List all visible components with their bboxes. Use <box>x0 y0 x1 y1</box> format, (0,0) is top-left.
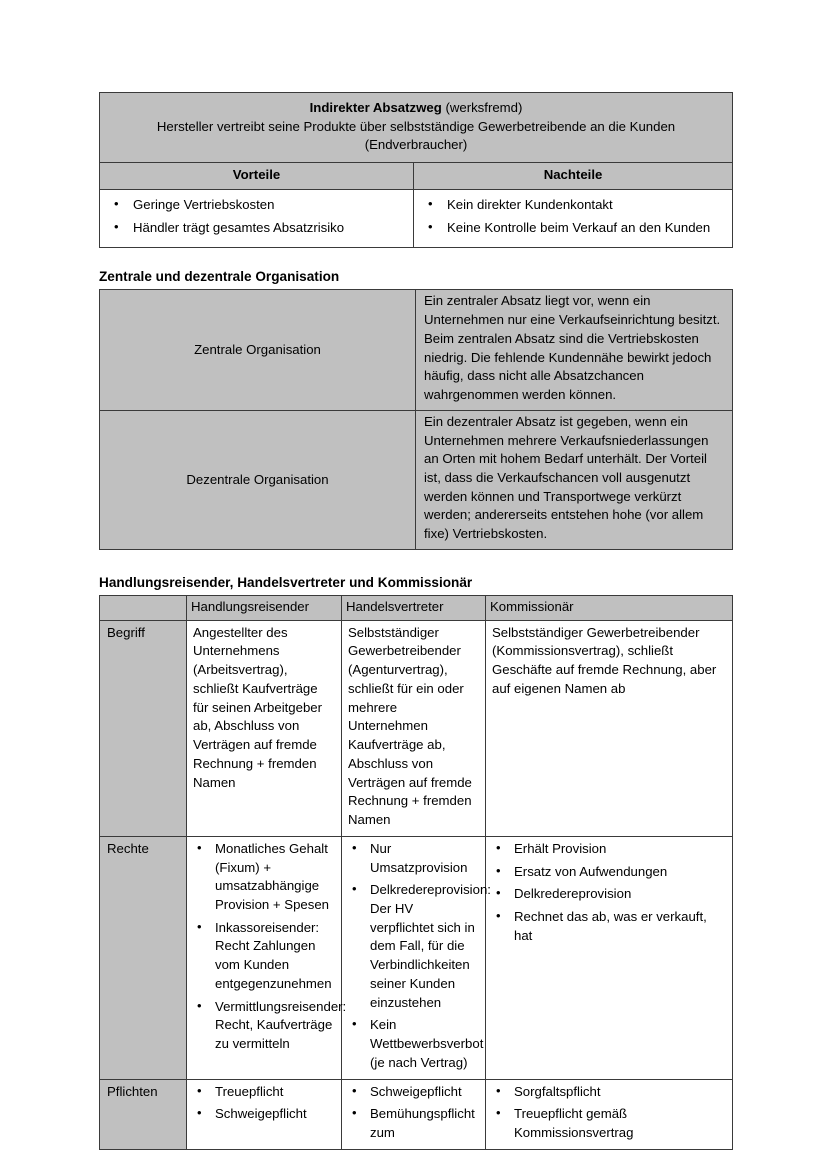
list-item: • Schweigepflicht <box>193 1105 335 1124</box>
table-organisation <box>99 289 733 550</box>
cell-rechte-handlungsreisender <box>187 836 347 1079</box>
table-row <box>100 620 733 836</box>
table-title-bold: Indirekter Absatzweg <box>309 100 442 115</box>
column-header-handelsvertreter: Handelsvertreter <box>342 595 486 620</box>
cell-vorteile <box>100 189 414 247</box>
cell-text-zentrale-organisation <box>416 290 733 410</box>
cell-rechte-handelsvertreter <box>342 836 491 1079</box>
cell-nachteile <box>414 189 733 247</box>
paragraph: Selbstständiger Gewerbetreibender (Agenturvertrag), schließt für ein oder mehrere Unternehmen Kaufverträge ab, Abschluss von Verträgen auf fremde Rechnung + fremden Namen <box>348 624 472 828</box>
list-item: • Vermittlungsreisender: Recht, Kaufverträge zu vermitteln <box>193 998 335 1054</box>
column-header-handlungsreisender: Handlungsreisender <box>187 595 342 620</box>
list-item: • Delkredereprovision <box>492 885 726 904</box>
cell-text-dezentrale-organisation <box>416 410 733 549</box>
list-item: • Schweigepflicht <box>348 1083 479 1102</box>
cell-pflichten-handlungsreisender <box>187 1079 342 1149</box>
list-item: • Keine Kontrolle beim Verkauf an den Kunden <box>422 219 724 238</box>
cell-rechte-kommissionaer <box>486 836 733 1079</box>
paragraph: Angestellter des Unternehmens (Arbeitsvertrag), schließt Kaufverträge für seinen Arbeitgeber ab, Abschluss von Verträgen auf fremde Rechnung + fremden Namen <box>193 624 323 790</box>
list-nachteile <box>422 196 724 237</box>
table-vertriebsformen <box>99 595 733 1150</box>
spacer <box>99 248 732 269</box>
cell-begriff-kommissionaer <box>486 620 733 836</box>
list-pflichten-handelsvertreter <box>348 1083 479 1143</box>
cell-begriff-handlungsreisender <box>187 620 342 836</box>
list-item: • Nur Umsatzprovision <box>348 840 479 877</box>
table-subtitle: Hersteller vertreibt seine Produkte über selbstständige Gewerbetreibende an die Kunden (Endverbraucher) <box>156 118 676 153</box>
cell-pflichten-handelsvertreter <box>342 1079 486 1149</box>
cell-begriff-handelsvertreter <box>342 620 486 836</box>
table-row <box>100 189 733 247</box>
row-label-pflichten: Pflichten <box>100 1079 187 1149</box>
table-row <box>100 1079 733 1149</box>
table-indirekter-absatzweg <box>99 92 733 248</box>
list-item: • Bemühungspflicht zum <box>348 1105 479 1142</box>
list-item: • Delkredereprovision: Der HV verpflichtet sich in dem Fall, für die Verbindlichkeiten seiner Kunden einzustehen <box>348 881 479 1012</box>
list-item: • Erhält Provision <box>492 840 726 859</box>
list-item: • Treuepflicht gemäß Kommissionsvertrag <box>492 1105 726 1142</box>
table-row <box>100 93 733 163</box>
paragraph: Ein zentraler Absatz liegt vor, wenn ein Unternehmen nur eine Verkaufseinrichtung besitzt. Beim zentralen Absatz sind die Vertriebskosten niedrig. Die fehlende Kundennähe bewirkt jedoch häufig, dass nicht alle Absatzchancen wahrgenommen werden können. <box>424 293 721 403</box>
row-label-rechte: Rechte <box>100 836 187 1079</box>
column-header-vorteile: Vorteile <box>100 163 414 190</box>
table-title-cell <box>100 93 733 163</box>
cell-pflichten-kommissionaer <box>486 1079 733 1149</box>
column-header-blank <box>100 595 187 620</box>
list-item: • Inkassoreisender: Recht Zahlungen vom Kunden entgegenzunehmen <box>193 919 335 994</box>
list-item: • Sorgfaltspflicht <box>492 1083 726 1102</box>
list-item: • Rechnet das ab, was er verkauft, hat <box>492 908 726 945</box>
paragraph: Selbstständiger Gewerbetreibender (Kommissionsvertrag), schließt Geschäfte auf fremde Rechnung, aber auf eigenen Namen ab <box>492 624 717 696</box>
heading-zentrale-dezentrale-organisation: Zentrale und dezentrale Organisation <box>99 269 340 285</box>
list-item: • Kein Wettbewerbsverbot (je nach Vertrag) <box>348 1016 479 1072</box>
cell-label-dezentrale-organisation: Dezentrale Organisation <box>100 410 416 549</box>
list-item: • Kein direkter Kundenkontakt <box>422 196 724 215</box>
table-row <box>100 163 733 190</box>
table-row <box>100 290 733 410</box>
cell-label-zentrale-organisation: Zentrale Organisation <box>100 290 416 410</box>
list-pflichten-handlungsreisender <box>193 1083 335 1124</box>
column-header-nachteile: Nachteile <box>414 163 733 190</box>
list-item: • Monatliches Gehalt (Fixum) + umsatzabhängige Provision + Spesen <box>193 840 335 915</box>
list-rechte-handlungsreisender <box>193 840 347 1054</box>
list-pflichten-kommissionaer <box>492 1083 726 1143</box>
list-item: • Ersatz von Aufwendungen <box>492 863 726 882</box>
list-item: • Händler trägt gesamtes Absatzrisiko <box>108 219 405 238</box>
table-header-row <box>100 595 733 620</box>
list-vorteile <box>108 196 405 237</box>
heading-handlungsreisender-handelsvertreter-kommissionaer: Handlungsreisender, Handelsvertreter und Kommissionär <box>99 574 473 590</box>
table-title-line <box>110 99 722 118</box>
list-item: • Treuepflicht <box>193 1083 335 1102</box>
column-header-kommissionaer: Kommissionär <box>486 595 733 620</box>
list-rechte-kommissionaer <box>492 840 726 946</box>
table-title-rest: (werksfremd) <box>441 100 523 115</box>
table-row <box>100 410 733 549</box>
list-rechte-handelsvertreter <box>348 840 491 1073</box>
list-item: • Geringe Vertriebskosten <box>108 196 405 215</box>
document-page <box>99 92 732 1150</box>
spacer <box>99 550 732 575</box>
paragraph: Ein dezentraler Absatz ist gegeben, wenn ein Unternehmen mehrere Verkaufsniederlassungen an Orten mit hohem Bedarf unterhält. Der Vorteil ist, dass die Verkaufschancen voll ausgenutzt werden können und Transportwege verkürzt werden; andererseits entstehen hohe (vor allem fixe) Vertriebskosten. <box>424 413 709 542</box>
table-row <box>100 836 733 1079</box>
row-label-begriff: Begriff <box>100 620 187 836</box>
